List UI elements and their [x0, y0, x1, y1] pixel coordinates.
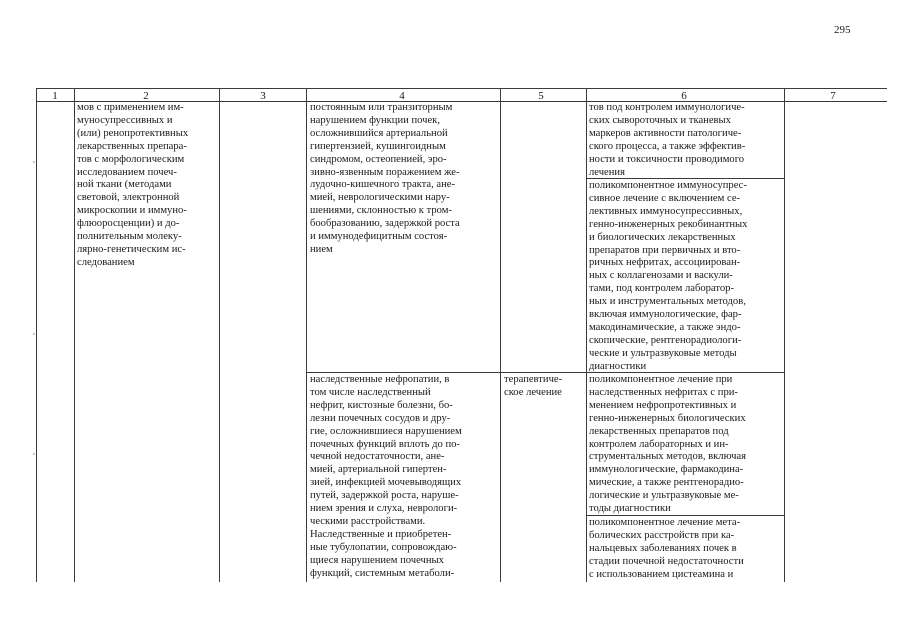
cell-treatment-type: терапевтиче- ское лечение: [504, 374, 563, 398]
column-divider-1-2: [74, 88, 75, 582]
column-divider-6-7: [784, 88, 785, 582]
cell-metabolic-disorders-treatment: поликомпонентное лечение мета- болических расстройств при ка- нальцевых заболеваниях почек в стадии почечной недостаточности с использованием цистеамина и: [589, 517, 744, 580]
column-number-7: 7: [830, 90, 836, 102]
column-number-5: 5: [538, 90, 544, 102]
cell-hereditary-nephropathies: наследственные нефропатии, в том числе наследственный нефрит, кистозные болезни, бо- лезни почечных сосудов и дру- гие, осложнившиеся нарушением почечных функций вплоть до по- чечной недостаточности, ане- мией, артериальной гипертен- зией, инфекцией мочевыводящих путей, задержкой роста, наруше- нием зрения и слуха, неврологи- ческими расстройствами. Наследственные и приобретен- ные тубулопатии, сопровождаю- щиеся нарушением почечных функций, системным метаболи-: [310, 374, 462, 579]
scan-speck: [33, 161, 35, 163]
column-divider-4-5: [500, 88, 501, 582]
column-number-4: 4: [399, 90, 405, 102]
column-number-3: 3: [260, 90, 266, 102]
column-divider-5-6: [586, 88, 587, 582]
column-number-6: 6: [681, 90, 687, 102]
cell-immunosuppressive-treatment: поликомпонентное иммуносупрес- сивное лечение с включением се- лективных иммуносупрессивных, генно-инженерных рекобинантных и биологических лекарственных препаратов при первичных и вто- ричных нефритах, ассоциирован- ных с коллагенозами и васкули- тами, под контролем лаборатор- ных и инструментальных методов, включая иммунологические, фар- макодинамические, а также эндо- скопические, рентгенорадиологи- ческие и ультразвуковые методы диагностики: [589, 180, 748, 372]
column-number-2: 2: [143, 90, 149, 102]
column-number-1: 1: [52, 90, 58, 102]
cell-diagnosis-continuation: постоянным или транзиторным нарушением функции почек, осложнившийся артериальной гипертензией, кушингоидным синдромом, остеопенией, эро- зивно-язвенным поражением же- лудочно-кишечного тракта, ане- мией, неврологическими нару- шениями, склонностью к тром- бообразованию, задержкой роста и иммунодефицитным состоя- нием: [310, 102, 460, 255]
cell-method-description: мов с применением им- муносупрессивных и (или) ренопротективных лекарственных препара- тов с морфологическим исследованием почеч- ной ткани (методами световой, электронной микроскопии и иммуно- флюоросценции) и до- полнительным молеку- лярно-генетическим ис- следованием: [77, 102, 189, 268]
scan-speck: [33, 453, 35, 455]
table-top-border: [36, 88, 887, 89]
cell-hereditary-nephritis-treatment: поликомпонентное лечение при наследственных нефритах с при- менением нефропротективных и генно-инженерных биологических лекарственных препаратов под контролем лабораторных и ин- струментальных методов, включая иммунологические, фармакодина- мические, а также рентгенорадио- логические и ультразвуковые ме- тоды диагностики: [589, 374, 746, 515]
page-number: 295: [834, 24, 851, 36]
column-divider-3-4: [306, 88, 307, 582]
column-divider-2-3: [219, 88, 220, 582]
cell-treatment-continuation: тов под контролем иммунологиче- ских сывороточных и тканевых маркеров активности патологиче- ского процесса, а также эффектив- ности и токсичности проводимого лечения: [589, 102, 746, 178]
table-left-border: [36, 88, 37, 582]
scan-speck: [33, 333, 35, 335]
